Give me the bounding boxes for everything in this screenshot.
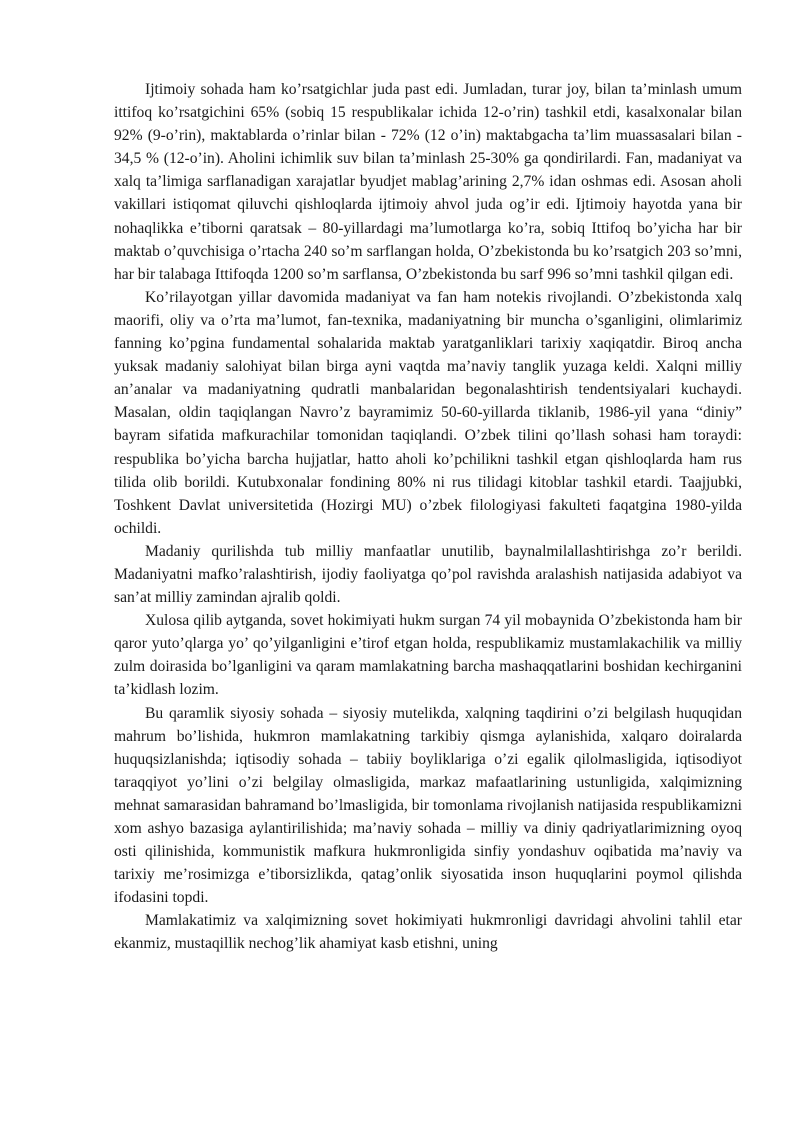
paragraph-analysis: Mamlakatimiz va xalqimizning sovet hokimiyati hukmronligi davridagi ahvolini tahlil etar ekanmiz, mustaqillik nechog’lik ahamiyat kasb etishni, uning <box>114 912 742 953</box>
document-page <box>114 78 742 956</box>
paragraph-conclusion: Xulosa qilib aytganda, sovet hokimiyati hukm surgan 74 yil mobaynida O’zbekistonda ham bir qaror yuto’qlarga yo’ qo’yilganligini e’tirof etgan holda, respublikamiz mustamlakachilik va milliy zulm doirasida bo’lganligini va qaram mamlakatning barcha mashaqqatlarini boshidan kechirganini ta’kidlash lozim. <box>114 612 742 699</box>
paragraph-social-sphere: Ijtimoiy sohada ham ko’rsatgichlar juda past edi. Jumladan, turar joy, bilan ta’minlash umum ittifoq ko’rsatgichini 65% (sobiq 15 respublikalar ichida 12-o’rin) tashkil etdi, kasalxonalar bilan 92% (9-o’rin), maktablarda o’rinlar bilan - 72% (12 o’in) maktabgacha ta’lim muassasalari bilan - 34,5 % (12-o’in). Aholini ichimlik suv bilan ta’minlash 25-30% ga qondirilardi. Fan, madaniyat va xalq ta’limiga sarflanadigan xarajatlar byudjet mablag’arining 2,7% idan oshmas edi. Asosan aholi vakillari istiqomat qiluvchi qishloqlarda ijtimoiy ahvol juda og’ir edi. Ijtimoiy hayotda yana bir nohaqlikka e’tiborni qaratsak – 80-yillardagi ma’lumotlarga ko’ra, sobiq Ittifoq bo’yicha har bir maktab o’quvchisiga o’rtacha 240 so’m sarflangan holda, O’zbekistonda bu ko’rsatgich 203 so’mni, har bir talabaga Ittifoqda 1200 so’m sarflansa, O’zbekistonda bu sarf 996 so’mni tashkil qilgan edi. <box>114 81 742 283</box>
paragraph-cultural-construction: Madaniy qurilishda tub milliy manfaatlar unutilib, baynalmilallashtirishga zo’r berildi. Madaniyatni mafko’ralashtirish, ijodiy faoliyatga qo’pol ravishda aralashish natijasida adabiyot va san’at milliy zamindan ajralib qoldi. <box>114 542 742 607</box>
paragraph-culture-science: Ko’rilayotgan yillar davomida madaniyat va fan ham notekis rivojlandi. O’zbekistonda xalq maorifi, oliy va o’rta ma’lumot, fan-texnika, madaniyatning bir muncha o’sganligini, olimlarimiz fanning ko’pgina fundamental sohalarida maktab yaratganliklari tarixiy xaqiqatdir. Biroq ancha yuksak madaniy salohiyat bilan birga ayni vaqtda ma’naviy tanglik yuzaga keldi. Xalqni milliy an’analar va madaniyatning qudratli manbalaridan begonalashtirish tendentsiyalari kuchaydi. Masalan, oldin taqiqlangan Navro’z bayramimiz 50-60-yillarda tiklanib, 1986-yil yana “diniy” bayram sifatida mafkurachilar tomonidan taqiqlandi. O’zbek tilini qo’llash sohasi ham toraydi: respublika bo’yicha barcha hujjatlar, hatto aholi ko’pchilikni tashkil etgan qishloqlarda ham rus tilida olib borildi. Kutubxonalar fondining 80% ni rus tilidagi kitoblar tashkil etardi. Taajjubki, Toshkent Davlat universitetida (Hozirgi MU) o’zbek filologiyasi fakulteti faqatgina 1980-yilda ochildi. <box>114 288 742 537</box>
paragraph-dependency: Bu qaramlik siyosiy sohada – siyosiy mutelikda, xalqning taqdirini o’zi belgilash huquqidan mahrum bo’lishida, hukmron mamlakatning tarkibiy qismga aylanishida, xalqaro doiralarda huquqsizlanishda; iqtisodiy sohada – tabiiy boyliklariga o’zi egalik qilolmasligida, iqtisodiyot taraqqiyot yo’lini o’zi belgilay olmasligida, markaz mafaatlarining ustunligida, xalqimizning mehnat samarasidan bahramand bo’lmasligida, bir tomonlama rivojlanish natijasida respublikamizni xom ashyo bazasiga aylantirilishida; ma’naviy sohada – milliy va diniy qadriyatlarimizning oyoq osti qilinishida, kommunistik mafkura hukmronligida sinfiy yondashuv oqibatida ma’naviy va tarixiy me’rosimizga e’tiborsizlikda, qatag’onlik siyosatida inson huquqlarini poymol qilishda ifodasini topdi. <box>114 704 742 907</box>
